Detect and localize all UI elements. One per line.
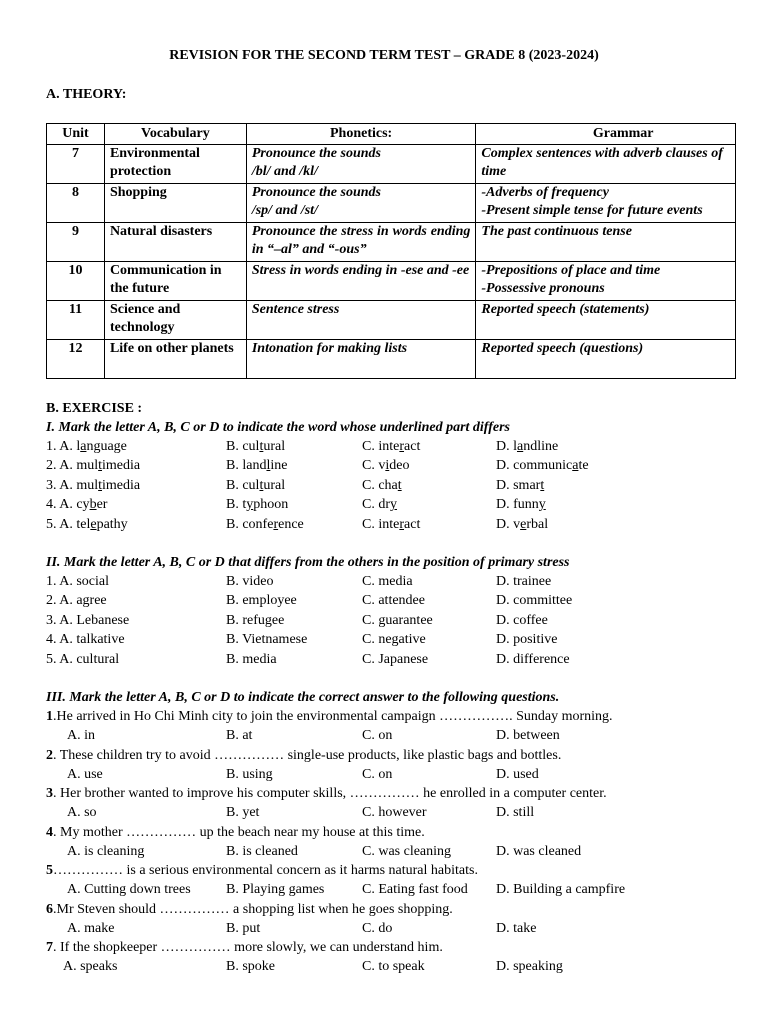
question-text xyxy=(46,786,607,802)
option-a: 5. A. cultural xyxy=(46,651,120,667)
exercise-heading: B. EXERCISE : xyxy=(46,401,143,416)
question-body: .He arrived in Ho Chi Minh city to join the environmental campaign ……………. Sunday morning. xyxy=(53,709,613,724)
option-c: C. chat xyxy=(362,477,402,493)
option-d: D. coffee xyxy=(496,612,548,628)
list-item xyxy=(46,632,746,651)
question-number: 2 xyxy=(46,747,53,763)
option-c[interactable]: C. however xyxy=(362,805,427,821)
option-a: 1. A. social xyxy=(46,574,109,589)
table-row xyxy=(47,223,736,262)
answer-options xyxy=(46,805,746,824)
option-b: B. media xyxy=(226,651,277,667)
option-a: 2. A. multimedia xyxy=(46,458,141,474)
vocabulary-cell: Environmental protection xyxy=(104,145,246,184)
option-b[interactable]: B. yet xyxy=(226,805,260,821)
option-c: C. attendee xyxy=(362,593,425,609)
phonetics-cell: Pronounce the sounds /sp/ and /st/ xyxy=(246,184,476,223)
phonetics-cell: Pronounce the sounds /bl/ and /kl/ xyxy=(246,145,476,184)
table-row xyxy=(47,301,736,340)
option-a: 2. A. agree xyxy=(46,593,107,609)
option-a[interactable]: A. make xyxy=(67,920,115,936)
option-a: 1. A. language xyxy=(46,439,127,454)
grammar-cell: The past continuous tense xyxy=(476,223,736,262)
table-row xyxy=(47,184,736,223)
grammar-cell: Reported speech (statements) xyxy=(476,301,736,340)
option-b: B. cultural xyxy=(226,477,286,493)
question-text xyxy=(46,748,561,764)
option-a: 4. A. talkative xyxy=(46,632,125,648)
vocabulary-cell: Natural disasters xyxy=(104,223,246,262)
option-c: C. video xyxy=(362,458,410,474)
list-item xyxy=(46,478,746,497)
question-number: 7 xyxy=(46,940,53,955)
option-c: C. interact xyxy=(362,439,421,454)
question-text xyxy=(46,940,443,956)
option-d[interactable]: D. still xyxy=(496,805,535,821)
option-a: 5. A. telepathy xyxy=(46,516,128,532)
option-d: D. landline xyxy=(496,439,559,454)
question-number: 6 xyxy=(46,901,53,917)
option-c: C. Japanese xyxy=(362,651,429,667)
question-number: 4 xyxy=(46,824,53,840)
unit-cell: 9 xyxy=(47,223,105,262)
vocabulary-cell: Science and technology xyxy=(104,301,246,340)
question-text xyxy=(46,902,453,918)
answer-options xyxy=(46,921,746,940)
option-b: B. Vietnamese xyxy=(226,632,308,648)
vocabulary-cell: Shopping xyxy=(104,184,246,223)
grammar-cell: Complex sentences with adverb clauses of time xyxy=(476,145,736,184)
option-d: D. funny xyxy=(496,497,546,513)
unit-cell: 8 xyxy=(47,184,105,223)
theory-header-row xyxy=(47,124,736,145)
page-title: REVISION FOR THE SECOND TERM TEST – GRADE 8 (2023-2024) xyxy=(169,48,599,63)
grammar-cell: -Adverbs of frequency -Present simple tense for future events xyxy=(476,184,736,223)
vocabulary-cell: Communication in the future xyxy=(104,262,246,301)
option-c[interactable]: C. do xyxy=(362,920,393,936)
answer-options xyxy=(46,728,746,747)
option-b[interactable]: B. at xyxy=(226,728,253,744)
answer-options xyxy=(46,844,746,863)
grammar-cell: -Prepositions of place and time -Possessive pronouns xyxy=(476,262,736,301)
list-item xyxy=(46,593,746,612)
part3-instruction: III. Mark the letter A, B, C or D to indicate the correct answer to the following questions. xyxy=(46,690,560,705)
option-c[interactable]: C. on xyxy=(362,766,393,782)
question-body: . My mother …………… up the beach near my house at this time. xyxy=(53,824,425,840)
option-b: B. conference xyxy=(226,516,304,532)
unit-cell: 7 xyxy=(47,145,105,184)
option-b[interactable]: B. Playing games xyxy=(226,882,325,898)
option-b: B. employee xyxy=(226,593,297,609)
question-text xyxy=(46,863,478,879)
list-item xyxy=(46,439,746,458)
part1-instruction: I. Mark the letter A, B, C or D to indicate the word whose underlined part differs xyxy=(46,420,510,435)
option-d[interactable]: D. used xyxy=(496,766,539,782)
option-d: D. trainee xyxy=(496,574,552,589)
option-d: D. verbal xyxy=(496,516,549,532)
option-d: D. positive xyxy=(496,632,558,648)
option-d[interactable]: D. Building a campfire xyxy=(496,882,626,898)
option-d[interactable]: D. between xyxy=(496,728,560,744)
question-text xyxy=(46,709,613,725)
list-item xyxy=(46,652,746,671)
option-c: C. interact xyxy=(362,516,421,532)
question-text xyxy=(46,825,425,841)
option-b: B. refugee xyxy=(226,612,285,628)
answer-options xyxy=(46,882,746,901)
option-a[interactable]: A. speaks xyxy=(63,959,118,975)
option-c[interactable]: C. Eating fast food xyxy=(362,882,468,898)
question-number: 5 xyxy=(46,863,53,878)
option-d[interactable]: D. take xyxy=(496,920,537,936)
question-body: . If the shopkeeper …………… more slowly, we can understand him. xyxy=(53,940,443,955)
unit-cell: 10 xyxy=(47,262,105,301)
option-a[interactable]: A. so xyxy=(67,805,97,821)
option-c: C. dry xyxy=(362,497,397,513)
option-d: D. communicate xyxy=(496,458,589,474)
list-item xyxy=(46,574,746,593)
option-c: C. negative xyxy=(362,632,426,648)
header-phonetics: Phonetics: xyxy=(246,124,476,145)
list-item xyxy=(46,497,746,516)
option-a[interactable]: A. use xyxy=(67,766,103,782)
option-c: C. media xyxy=(362,574,413,589)
question-number: 3 xyxy=(46,786,53,801)
answer-options xyxy=(46,959,746,978)
option-a: 3. A. multimedia xyxy=(46,477,141,493)
option-a: 3. A. Lebanese xyxy=(46,612,130,628)
theory-heading: A. THEORY: xyxy=(46,87,127,102)
phonetics-cell: Sentence stress xyxy=(246,301,476,340)
option-b: B. video xyxy=(226,574,274,589)
header-grammar: Grammar xyxy=(476,124,736,145)
option-d: D. difference xyxy=(496,651,570,667)
question-body: . These children try to avoid …………… single-use products, like plastic bags and bottles. xyxy=(53,747,562,763)
option-d: D. smart xyxy=(496,477,545,493)
header-vocabulary: Vocabulary xyxy=(104,124,246,145)
option-b[interactable]: B. using xyxy=(226,766,273,782)
unit-cell: 12 xyxy=(47,340,105,379)
option-b[interactable]: B. is cleaned xyxy=(226,843,298,859)
option-a[interactable]: A. in xyxy=(67,728,95,744)
part2-instruction: II. Mark the letter A, B, C or D that differs from the others in the position of primary stress xyxy=(46,555,570,570)
phonetics-cell: Stress in words ending in -ese and -ee xyxy=(246,262,476,301)
option-a[interactable]: A. is cleaning xyxy=(67,843,145,859)
answer-options xyxy=(46,767,746,786)
table-row xyxy=(47,340,736,379)
question-body: …………… is a serious environmental concern as it harms natural habitats. xyxy=(53,863,478,878)
option-d[interactable]: D. speaking xyxy=(496,959,563,975)
list-item xyxy=(46,613,746,632)
option-b: B. typhoon xyxy=(226,497,289,513)
phonetics-cell: Pronounce the stress in words ending in “–al” and “-ous” xyxy=(246,223,476,262)
question-body: . Her brother wanted to improve his computer skills, …………… he enrolled in a computer center. xyxy=(53,786,607,801)
option-b[interactable]: B. spoke xyxy=(226,959,275,975)
option-a: 4. A. cyber xyxy=(46,497,108,513)
theory-table xyxy=(46,123,736,379)
grammar-cell: Reported speech (questions) xyxy=(476,340,736,379)
vocabulary-cell: Life on other planets xyxy=(104,340,246,379)
unit-cell: 11 xyxy=(47,301,105,340)
question-number: 1 xyxy=(46,709,53,724)
option-d: D. committee xyxy=(496,593,573,609)
list-item xyxy=(46,517,746,536)
table-row xyxy=(47,145,736,184)
option-c[interactable]: C. to speak xyxy=(362,959,425,975)
option-c: C. guarantee xyxy=(362,612,433,628)
option-b[interactable]: B. put xyxy=(226,920,261,936)
phonetics-cell: Intonation for making lists xyxy=(246,340,476,379)
option-a[interactable]: A. Cutting down trees xyxy=(67,882,191,898)
table-row xyxy=(47,262,736,301)
question-body: .Mr Steven should …………… a shopping list when he goes shopping. xyxy=(53,901,453,917)
option-d[interactable]: D. was cleaned xyxy=(496,843,582,859)
option-c[interactable]: C. on xyxy=(362,728,393,744)
option-b: B. landline xyxy=(226,458,288,474)
option-b: B. cultural xyxy=(226,439,286,454)
list-item xyxy=(46,458,746,477)
header-unit: Unit xyxy=(47,124,105,145)
option-c[interactable]: C. was cleaning xyxy=(362,843,452,859)
